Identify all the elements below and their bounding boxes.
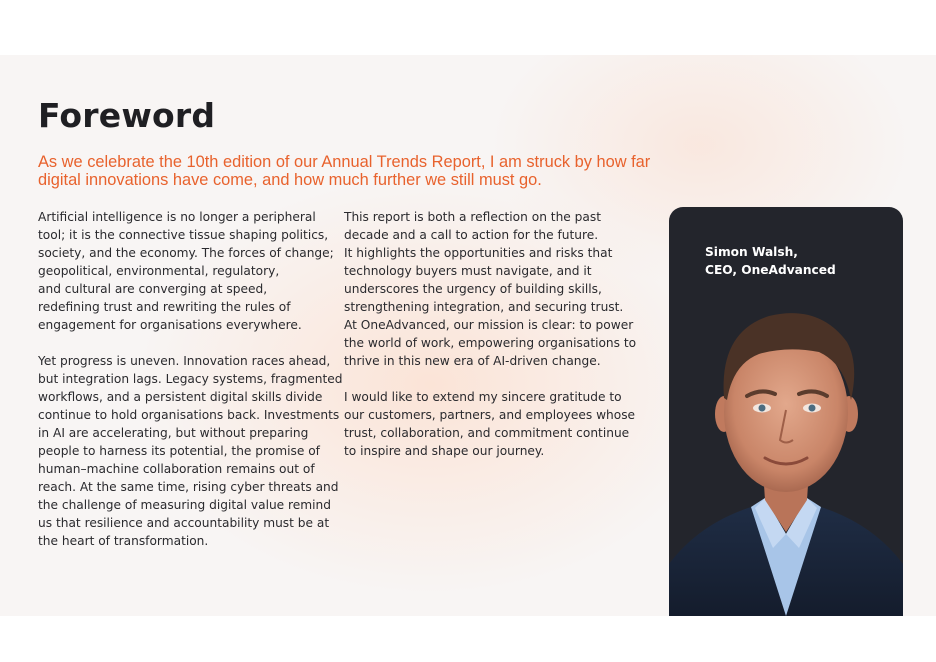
body-line: redefining trust and rewriting the rules of (38, 300, 291, 314)
author-name (705, 243, 836, 279)
body-line: underscores the urgency of building skills, (344, 282, 602, 296)
body-line: the challenge of measuring digital value remind (38, 498, 332, 512)
body-line: and cultural are converging at speed, (38, 282, 268, 296)
body-line: Yet progress is uneven. Innovation races ahead, (38, 354, 331, 368)
text-column-right (344, 208, 644, 460)
page-title: Foreword (38, 96, 216, 135)
text-column-left (38, 208, 343, 550)
portrait-photo (669, 302, 903, 616)
body-line: engagement for organisations everywhere. (38, 318, 302, 332)
body-line: strengthening integration, and securing trust. (344, 300, 624, 314)
body-line: in AI are accelerating, but without preparing (38, 426, 309, 440)
body-line: thrive in this new era of AI-driven change. (344, 354, 601, 368)
body-line: tool; it is the connective tissue shaping politics, (38, 228, 329, 242)
body-line: us that resilience and accountability must be at (38, 516, 330, 530)
body-line: technology buyers must navigate, and it (344, 264, 592, 278)
body-line: human–machine collaboration remains out of (38, 462, 315, 476)
body-line: our customers, partners, and employees whose (344, 408, 636, 422)
body-line: This report is both a reflection on the past (344, 210, 601, 224)
body-line: but integration lags. Legacy systems, fragmented (38, 372, 343, 386)
body-line: I would like to extend my sincere gratitude to (344, 390, 622, 404)
body-line: continue to hold organisations back. Investments (38, 408, 340, 422)
body-line: to inspire and shape our journey. (344, 444, 545, 458)
body-line: decade and a call to action for the future. (344, 228, 599, 242)
body-line: society, and the economy. The forces of change; (38, 246, 334, 260)
body-line: reach. At the same time, rising cyber threats and (38, 480, 339, 494)
body-line: Artificial intelligence is no longer a peripheral (38, 210, 316, 224)
author-name-line: Simon Walsh, (705, 245, 798, 259)
author-card (669, 207, 903, 616)
body-line: At OneAdvanced, our mission is clear: to power (344, 318, 634, 332)
body-line: workflows, and a persistent digital skills divide (38, 390, 323, 404)
body-line: people to harness its potential, the promise of (38, 444, 320, 458)
body-line: the world of work, empowering organisations to (344, 336, 637, 350)
body-line: trust, collaboration, and commitment continue (344, 426, 630, 440)
body-line: geopolitical, environmental, regulatory, (38, 264, 280, 278)
body-line: the heart of transformation. (38, 534, 209, 548)
body-line: It highlights the opportunities and risks that (344, 246, 613, 260)
page-subtitle: As we celebrate the 10th edition of our Annual Trends Report, I am struck by how far digital innovations have come, and how much further we still must go. (38, 153, 651, 189)
author-role-line: CEO, OneAdvanced (705, 263, 836, 277)
